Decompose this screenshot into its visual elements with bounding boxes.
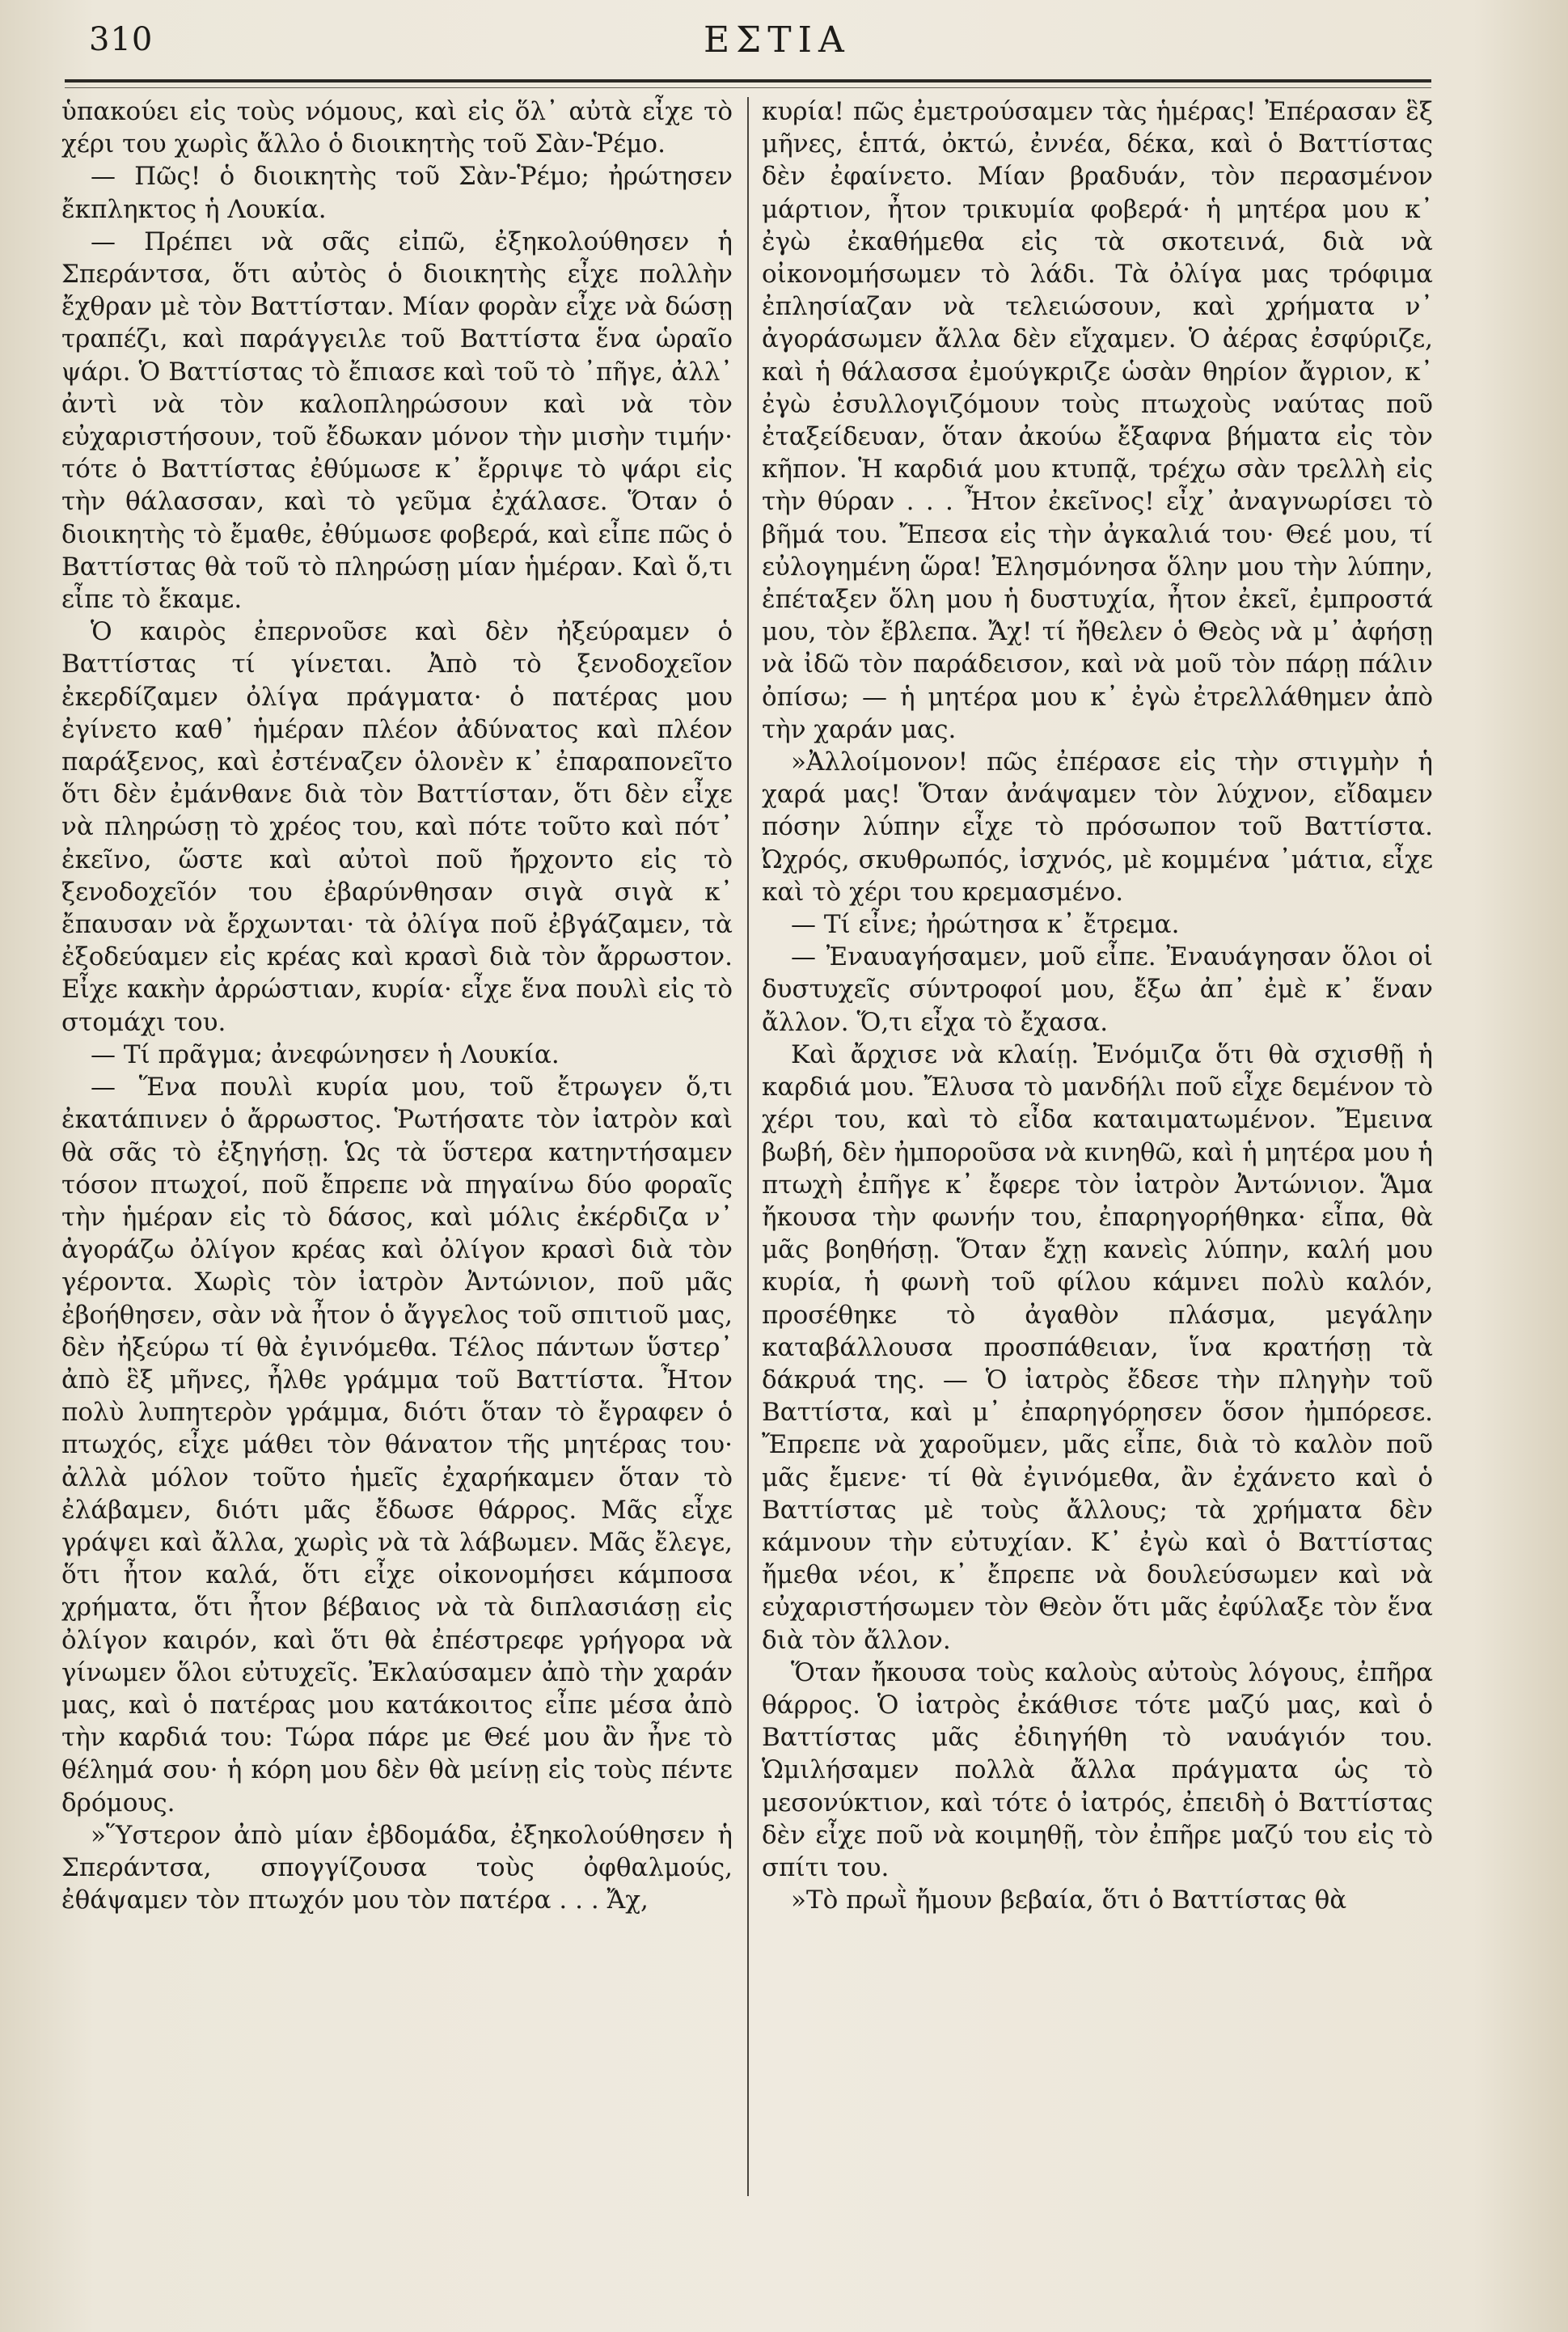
header-rule-thin	[65, 87, 1431, 88]
paragraph: — Τί πρᾶγμα; ἀνεφώνησεν ἡ Λουκία.	[91, 1039, 560, 1069]
paragraph: — Τί εἶνε; ἠρώτησα κ᾿ ἔτρεμα.	[791, 910, 1180, 940]
paragraph: ὑπακούει εἰς τοὺς νόμους, καὶ εἰς ὅλ᾿ αὐτὰ εἶχε τὸ χέρι του χωρὶς ἄλλο ὁ διοικητὴς τοῦ Σὰν-Ῥέμο.	[61, 97, 733, 159]
header-rule	[65, 79, 1431, 83]
paragraph: »Τὸ πρωῒ ἤμουν βεβαία, ὅτι ὁ Βαττίστας θὰ	[791, 1885, 1347, 1915]
paragraph: κυρία! πῶς ἐμετρούσαμεν τὰς ἡμέρας! Ἐπέρασαν ἓξ μῆνες, ἑπτά, ὀκτώ, ἐννέα, δέκα, καὶ ὁ Βαττίστας δὲν ἐφαίνετο. Μίαν βραδυάν, τὸν περασμένον μάρτιον, ἦτον τρικυμία φοβερά· ἡ μητέρα μου κ᾿ ἐγὼ ἐκαθήμεθα εἰς τὰ σκοτεινά, διὰ νὰ οἰκονομήσωμεν τὸ λάδι. Τὰ ὀλίγα μας τρόφιμα ἐπλησίαζαν νὰ τελειώσουν, καὶ χρήματα ν᾿ ἀγοράσωμεν ἄλλα δὲν εἴχαμεν. Ὁ ἀέρας ἐσφύριζε, καὶ ἡ θάλασσα ἐμούγκριζε ὡσὰν θηρίον ἄγριον, κ᾿ ἐγὼ ἐσυλλογιζόμουν τοὺς πτωχοὺς ναύτας ποῦ ἐταξείδευαν, ὅταν ἀκούω ἔξαφνα βήματα εἰς τὸν κῆπον. Ἡ καρδιά μου κτυπᾷ, τρέχω σὰν τρελλὴ εἰς τὴν θύραν . . . Ἦτον ἐκεῖνος! εἶχ᾿ ἀναγνωρίσει τὸ βῆμά του. Ἔπεσα εἰς τὴν ἀγκαλιά του· Θεέ μου, τί εὐλογημένη ὥρα! Ἐλησμόνησα ὅλην μου τὴν λύπην, ἐπέταξεν ὅλη μου ἡ δυστυχία, ἦτον ἐκεῖ, ἐμπροστά μου, τὸν ἔβλεπα. Ἄχ! τί ἤθελεν ὁ Θεὸς νὰ μ᾿ ἀφήσῃ νὰ ἰδῶ τὸν παράδεισον, καὶ νὰ μοῦ τὸν πάρῃ πάλιν ὀπίσω; — ἡ μητέρα μου κ᾿ ἐγὼ ἐτρελλάθημεν ἀπὸ τὴν χαράν μας.	[762, 97, 1433, 744]
page-header	[89, 15, 1431, 63]
paragraph: — Πρέπει νὰ σᾶς εἰπῶ, ἐξηκολούθησεν ἡ Σπεράντσα, ὅτι αὐτὸς ὁ διοικητὴς εἶχε πολλὴν ἔχθραν μὲ τὸν Βαττίσταν. Μίαν φορὰν εἶχε νὰ δώσῃ τραπέζι, καὶ παράγγειλε τοῦ Βαττίστα ἕνα ὡραῖο ψάρι. Ὁ Βαττίστας τὸ ἔπιασε καὶ τοῦ τὸ ᾽πῆγε, ἀλλ᾿ ἀντὶ νὰ τὸν καλοπληρώσουν καὶ νὰ τὸν εὐχαριστήσουν, τοῦ ἔδωκαν μόνον τὴν μισὴν τιμήν· τότε ὁ Βαττίστας ἐθύμωσε κ᾿ ἔρριψε τὸ ψάρι εἰς τὴν θάλασσαν, καὶ τὸ γεῦμα ἐχάλασε. Ὅταν ὁ διοικητὴς τὸ ἔμαθε, ἐθύμωσε φοβερά, καὶ εἶπε πῶς ὁ Βαττίστας θὰ τοῦ τὸ πληρώσῃ μίαν ἡμέραν. Καὶ ὅ,τι εἶπε τὸ ἔκαμε.	[61, 226, 733, 615]
right-column	[762, 95, 1433, 1916]
paragraph: Ὁ καιρὸς ἐπερνοῦσε καὶ δὲν ἠξεύραμεν ὁ Βαττίστας τί γίνεται. Ἀπὸ τὸ ξενοδοχεῖον ἐκερδίζαμεν ὀλίγα πράγματα· ὁ πατέρας μου ἐγίνετο καθ᾿ ἡμέραν πλέον ἀδύνατος καὶ πλέον παράξενος, καὶ ἐστέναζεν ὁλονὲν κ᾿ ἐπαραπονεῖτο ὅτι δὲν ἐμάνθανε διὰ τὸν Βαττίσταν, ὅτι δὲν εἶχε νὰ πληρώσῃ τὸ χρέος του, καὶ πότε τοῦτο καὶ πότ᾿ ἐκεῖνο, ὥστε καὶ αὐτοὶ ποῦ ἤρχοντο εἰς τὸ ξενοδοχεῖόν του ἐβαρύνθησαν σιγὰ σιγὰ κ᾿ ἔπαυσαν νὰ ἔρχωνται· τὰ ὀλίγα ποῦ ἐβγάζαμεν, τὰ ἐξοδεύαμεν εἰς κρέας καὶ κρασὶ διὰ τὸν ἄρρωστον. Εἶχε κακὴν ἀρρώστιαν, κυρία· εἶχε ἕνα πουλὶ εἰς τὸ στομάχι του.	[61, 617, 733, 1037]
left-column	[61, 95, 733, 1916]
column-divider	[747, 97, 749, 2196]
paragraph: Ὅταν ἤκουσα τοὺς καλοὺς αὐτοὺς λόγους, ἐπῆρα θάρρος. Ὁ ἰατρὸς ἐκάθισε τότε μαζύ μας, καὶ ὁ Βαττίστας μᾶς ἐδιηγήθη τὸ ναυάγιόν του. Ὡμιλήσαμεν πολλὰ ἄλλα πράγματα ὡς τὸ μεσονύκτιον, καὶ τότε ὁ ἰατρός, ἐπειδὴ ὁ Βαττίστας δὲν εἶχε ποῦ νὰ κοιμηθῇ, τὸν ἐπῆρε μαζύ του εἰς τὸ σπίτι του.	[762, 1657, 1433, 1882]
page-number: 310	[89, 21, 154, 58]
paragraph: — Πῶς! ὁ διοικητὴς τοῦ Σὰν-Ῥέμο; ἠρώτησεν ἔκπληκτος ἡ Λουκία.	[61, 162, 733, 224]
paragraph: »Ἀλλοίμονον! πῶς ἐπέρασε εἰς τὴν στιγμὴν ἡ χαρά μας! Ὅταν ἀνάψαμεν τὸν λύχνον, εἴδαμεν πόσην λύπην εἶχε τὸ πρόσωπον τοῦ Βαττίστα. Ὠχρός, σκυθρωπός, ἰσχνός, μὲ κομμένα ᾽μάτια, εἶχε καὶ τὸ χέρι του κρεμασμένο.	[762, 747, 1433, 907]
paragraph: »Ὕστερον ἀπὸ μίαν ἑβδομάδα, ἐξηκολούθησεν ἡ Σπεράντσα, σπογγίζουσα τοὺς ὀφθαλμούς, ἐθάψαμεν τὸν πτωχόν μου τὸν πατέρα . . . Ἄχ,	[61, 1820, 733, 1915]
paragraph: — Ἕνα πουλὶ κυρία μου, τοῦ ἔτρωγεν ὅ,τι ἐκατάπινεν ὁ ἄρρωστος. Ῥωτήσατε τὸν ἰατρὸν καὶ θὰ σᾶς τὸ ἐξηγήσῃ. Ὡς τὰ ὕστερα κατηντήσαμεν τόσον πτωχοί, ποῦ ἔπρεπε νὰ πηγαίνω δύο φοραῖς τὴν ἡμέραν εἰς τὸ δάσος, καὶ μόλις ἐκέρδιζα ν᾿ ἀγοράζω ὀλίγον κρέας καὶ ὀλίγον κρασὶ διὰ τὸν γέροντα. Χωρὶς τὸν ἰατρὸν Ἀντώνιον, ποῦ μᾶς ἐβοήθησεν, σὰν νὰ ἦτον ὁ ἄγγελος τοῦ σπιτιοῦ μας, δὲν ἠξεύρω τί θὰ ἐγινόμεθα. Τέλος πάντων ὕστερ᾿ ἀπὸ ἓξ μῆνες, ἦλθε γράμμα τοῦ Βαττίστα. Ἦτον πολὺ λυπητερὸν γράμμα, διότι ὅταν τὸ ἔγραφεν ὁ πτωχός, εἶχε μάθει τὸν θάνατον τῆς μητέρας του· ἀλλὰ μόλον τοῦτο ἡμεῖς ἐχαρήκαμεν ὅταν τὸ ἐλάβαμεν, διότι μᾶς ἔδωσε θάρρος. Μᾶς εἶχε γράψει καὶ ἄλλα, χωρὶς νὰ τὰ λάβωμεν. Μᾶς ἔλεγε, ὅτι ἦτον καλά, ὅτι εἶχε οἰκονομήσει κάμποσα χρήματα, ὅτι ἦτον βέβαιος νὰ τὰ διπλασιάσῃ εἰς ὀλίγον καιρόν, καὶ ὅτι θὰ ἐπέστρεφε γρήγορα νὰ γίνωμεν ὅλοι εὐτυχεῖς. Ἐκλαύσαμεν ἀπὸ τὴν χαράν μας, καὶ ὁ πατέρας μου κατάκοιτος εἶπε μέσα ἀπὸ τὴν καρδιά του: Τώρα πάρε με Θεέ μου ἂν ἦνε τὸ θέλημά σου· ἡ κόρη μου δὲν θὰ μείνῃ εἰς τοὺς πέντε δρόμους.	[61, 1073, 733, 1818]
running-title: ΕΣΤΙΑ	[704, 19, 851, 61]
paragraph: Καὶ ἄρχισε νὰ κλαίῃ. Ἐνόμιζα ὅτι θὰ σχισθῇ ἡ καρδιά μου. Ἔλυσα τὸ μανδήλι ποῦ εἶχε δεμένον τὸ χέρι του, καὶ τὸ εἶδα καταιματωμένον. Ἔμεινα βωβή, δὲν ἠμποροῦσα νὰ κινηθῶ, καὶ ἡ μητέρα μου ἡ πτωχὴ ἐπῆγε κ᾿ ἔφερε τὸν ἰατρὸν Ἀντώνιον. Ἅμα ἤκουσα τὴν φωνήν του, ἐπαρηγορήθηκα· εἶπα, θὰ μᾶς βοηθήσῃ. Ὅταν ἔχῃ κανεὶς λύπην, καλή μου κυρία, ἡ φωνὴ τοῦ φίλου κάμνει πολὺ καλόν, προσέθηκε τὸ ἀγαθὸν πλάσμα, μεγάλην καταβάλλουσα προσπάθειαν, ἵνα κρατήσῃ τὰ δάκρυά της. — Ὁ ἰατρὸς ἔδεσε τὴν πληγὴν τοῦ Βαττίστα, καὶ μ᾿ ἐπαρηγόρησεν ὅσον ἠμπόρεσε. Ἔπρεπε νὰ χαροῦμεν, μᾶς εἶπε, διὰ τὸ καλὸν ποῦ μᾶς ἔμενε· τί θὰ ἐγινόμεθα, ἂν ἐχάνετο καὶ ὁ Βαττίστας μὲ τοὺς ἄλλους; τὰ χρήματα δὲν κάμνουν τὴν εὐτυχίαν. Κ᾿ ἐγὼ καὶ ὁ Βαττίστας ἤμεθα νέοι, κ᾿ ἔπρεπε νὰ δουλεύσωμεν καὶ νὰ εὐχαριστήσωμεν τὸν Θεὸν ὅτι μᾶς ἐφύλαξε τὸν ἕνα διὰ τὸν ἄλλον.	[762, 1039, 1433, 1655]
paragraph: — Ἐναυαγήσαμεν, μοῦ εἶπε. Ἐναυάγησαν ὅλοι οἱ δυστυχεῖς σύντροφοί μου, ἔξω ἀπ᾿ ἐμὲ κ᾿ ἕναν ἄλλον. Ὅ,τι εἶχα τὸ ἔχασα.	[762, 942, 1433, 1037]
